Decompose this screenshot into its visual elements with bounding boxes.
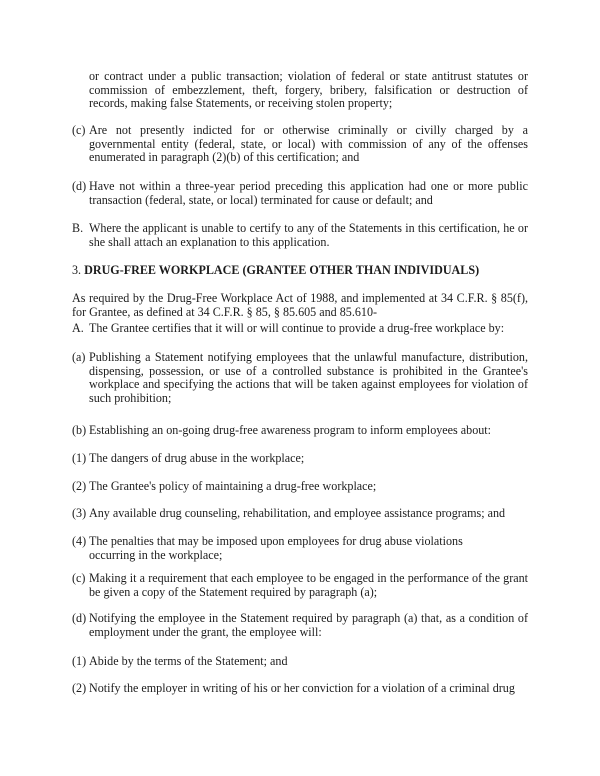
paragraph-text: As required by the Drug-Free Workplace Act of 1988, and implemented at 34 C.F.R. § 85(f), for Grantee, as defined at 34 C.F.R. § 85, § 85.605 and 85.610- bbox=[72, 291, 528, 319]
item-text: Notify the employer in writing of his or her conviction for a violation of a criminal drug bbox=[89, 681, 515, 695]
continuation-paragraph bbox=[89, 70, 528, 111]
item-marker: (1) bbox=[72, 654, 87, 668]
item-text: Have not within a three-year period preceding this application had one or more public transaction (federal, state, or local) terminated for cause or default; and bbox=[89, 179, 528, 207]
list-item-4-penalties bbox=[72, 535, 512, 562]
section-intro bbox=[72, 292, 528, 319]
list-item-2-policy bbox=[72, 480, 528, 494]
list-item-c-copy bbox=[72, 572, 528, 599]
list-item-3-counseling bbox=[72, 507, 528, 521]
item-text: Are not presently indicted for or otherwise criminally or civilly charged by a governmental entity (federal, state, or local) with commission of any of the offenses enumerated in paragraph (2)(b) of this certification; and bbox=[89, 123, 528, 165]
item-marker: (4) bbox=[72, 534, 87, 548]
list-item-a bbox=[72, 351, 528, 405]
item-text: The Grantee certifies that it will or will continue to provide a drug-free workplace by: bbox=[89, 321, 505, 335]
section-heading bbox=[72, 264, 528, 278]
item-text: Publishing a Statement notifying employees that the unlawful manufacture, distribution, dispensing, possession, or use of a controlled substance is prohibited in the Grantee's workplace and specifying the actions that will be taken against employees for violation of such prohibition; bbox=[89, 350, 528, 405]
item-text: Abide by the terms of the Statement; and bbox=[89, 654, 288, 668]
item-text: Any available drug counseling, rehabilitation, and employee assistance programs; and bbox=[89, 506, 506, 520]
item-marker: (c) bbox=[72, 123, 86, 137]
item-text: Notifying the employee in the Statement required by paragraph (a) that, as a condition of employment under the grant, the employee will: bbox=[89, 611, 528, 639]
item-text: The penalties that may be imposed upon employees for drug abuse violations occurring in the workplace; bbox=[89, 534, 463, 562]
section-number: 3. bbox=[72, 263, 82, 277]
list-item-b-explanation bbox=[72, 222, 528, 249]
list-item-b bbox=[72, 424, 528, 438]
list-item-d-terminated bbox=[72, 180, 528, 207]
item-marker: (a) bbox=[72, 350, 86, 364]
item-marker: (b) bbox=[72, 423, 87, 437]
list-item-A bbox=[72, 322, 528, 336]
item-marker: (2) bbox=[72, 479, 87, 493]
item-marker: A. bbox=[72, 321, 84, 335]
item-text: Making it a requirement that each employee to be engaged in the performance of the grant be given a copy of the Statement required by paragraph (a); bbox=[89, 571, 528, 599]
list-item-d-notifying bbox=[72, 612, 528, 639]
item-text: The Grantee's policy of maintaining a drug-free workplace; bbox=[89, 479, 377, 493]
list-item-c-indictment bbox=[72, 124, 528, 165]
item-marker: (1) bbox=[72, 451, 87, 465]
item-text: The dangers of drug abuse in the workplace; bbox=[89, 451, 305, 465]
list-item-1-dangers bbox=[72, 452, 528, 466]
list-item-2-notify bbox=[72, 682, 528, 696]
item-marker: (2) bbox=[72, 681, 87, 695]
item-marker: B. bbox=[72, 221, 84, 235]
list-item-1-abide bbox=[72, 655, 528, 669]
item-marker: (d) bbox=[72, 611, 87, 625]
item-marker: (3) bbox=[72, 506, 87, 520]
paragraph-text: or contract under a public transaction; violation of federal or state antitrust statutes or commission of embezzlement, theft, forgery, bribery, falsification or destruction of records, making false Statements, or receiving stolen property; bbox=[89, 69, 528, 111]
section-title: DRUG-FREE WORKPLACE (GRANTEE OTHER THAN INDIVIDUALS) bbox=[84, 263, 480, 277]
item-marker: (c) bbox=[72, 571, 86, 585]
item-text: Establishing an on-going drug-free awareness program to inform employees about: bbox=[89, 423, 492, 437]
item-marker: (d) bbox=[72, 179, 87, 193]
item-text: Where the applicant is unable to certify to any of the Statements in this certification, he or she shall attach an explanation to this application. bbox=[89, 221, 528, 249]
